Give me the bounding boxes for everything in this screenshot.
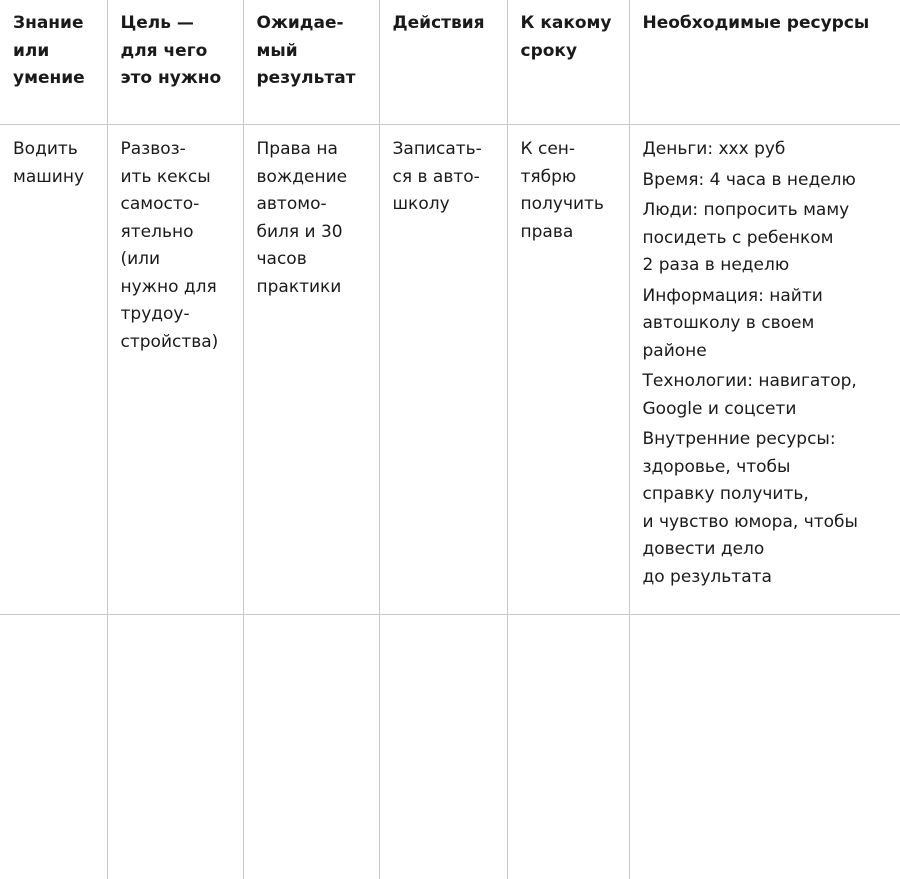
header-text: Ожидае- [257,10,373,38]
cell-text: Права на [257,136,373,164]
cell-text: часов [257,246,373,274]
cell-text: справку получить, [643,481,895,509]
cell-text: К сен- [521,136,623,164]
cell-text: 2 раза в неделю [643,252,895,280]
header-text: результат [257,65,373,93]
cell-text: школу [393,191,501,219]
cell-text: ятельно [121,219,237,247]
empty-cell [0,615,107,879]
cell-text: Google и соцсети [643,396,895,424]
header-actions [379,0,507,125]
header-text: для чего [121,38,237,66]
cell-text: Деньги: xxx руб [643,136,895,164]
cell-text: Люди: попросить маму [643,197,895,225]
header-text: Действия [393,10,501,38]
header-text: Знание [13,10,101,38]
resource-money [643,136,895,164]
cell-text: трудоу- [121,301,237,329]
cell-text: биля и 30 [257,219,373,247]
cell-text: здоровье, чтобы [643,454,895,482]
cell-text: Время: 4 часа в неделю [643,167,895,195]
empty-cell [107,615,243,879]
resource-internal [643,426,895,591]
header-text: умение [13,65,101,93]
empty-cell [379,615,507,879]
empty-cell [507,615,629,879]
cell-text: автошколу в своем [643,310,895,338]
header-text: Необходимые ресурсы [643,10,895,38]
cell-text: практики [257,274,373,302]
cell-text: тябрю [521,164,623,192]
cell-text: (или [121,246,237,274]
cell-text: получить [521,191,623,219]
table-row-empty [0,615,900,879]
cell-resources [629,125,900,615]
header-text: это нужно [121,65,237,93]
cell-text: Информация: найти [643,283,895,311]
cell-text: Водить [13,136,101,164]
resource-time [643,167,895,195]
cell-text: нужно для [121,274,237,302]
cell-text: Технологии: навигатор, [643,368,895,396]
empty-cell [629,615,900,879]
cell-text: Развоз- [121,136,237,164]
header-result [243,0,379,125]
cell-text: довести дело [643,536,895,564]
cell-deadline [507,125,629,615]
header-text: К какому [521,10,623,38]
header-deadline [507,0,629,125]
cell-text: посидеть с ребенком [643,225,895,253]
cell-text: права [521,219,623,247]
cell-result [243,125,379,615]
cell-text: Записать- [393,136,501,164]
cell-text: машину [13,164,101,192]
cell-text: Внутренние ресурсы: [643,426,895,454]
resource-information [643,283,895,366]
resource-technology [643,368,895,423]
header-text: сроку [521,38,623,66]
cell-actions [379,125,507,615]
header-resources [629,0,900,125]
cell-text: и чувство юмора, чтобы [643,509,895,537]
cell-skill [0,125,107,615]
header-skill [0,0,107,125]
header-row [0,0,900,125]
table-row [0,125,900,615]
empty-cell [243,615,379,879]
cell-goal [107,125,243,615]
cell-text: районе [643,338,895,366]
cell-text: стройства) [121,329,237,357]
header-text: мый [257,38,373,66]
cell-text: самосто- [121,191,237,219]
cell-text: вождение [257,164,373,192]
header-text: или [13,38,101,66]
cell-text: до результата [643,564,895,592]
header-text: Цель — [121,10,237,38]
resource-people [643,197,895,280]
header-goal [107,0,243,125]
cell-text: ить кексы [121,164,237,192]
cell-text: автомо- [257,191,373,219]
cell-text: ся в авто- [393,164,501,192]
